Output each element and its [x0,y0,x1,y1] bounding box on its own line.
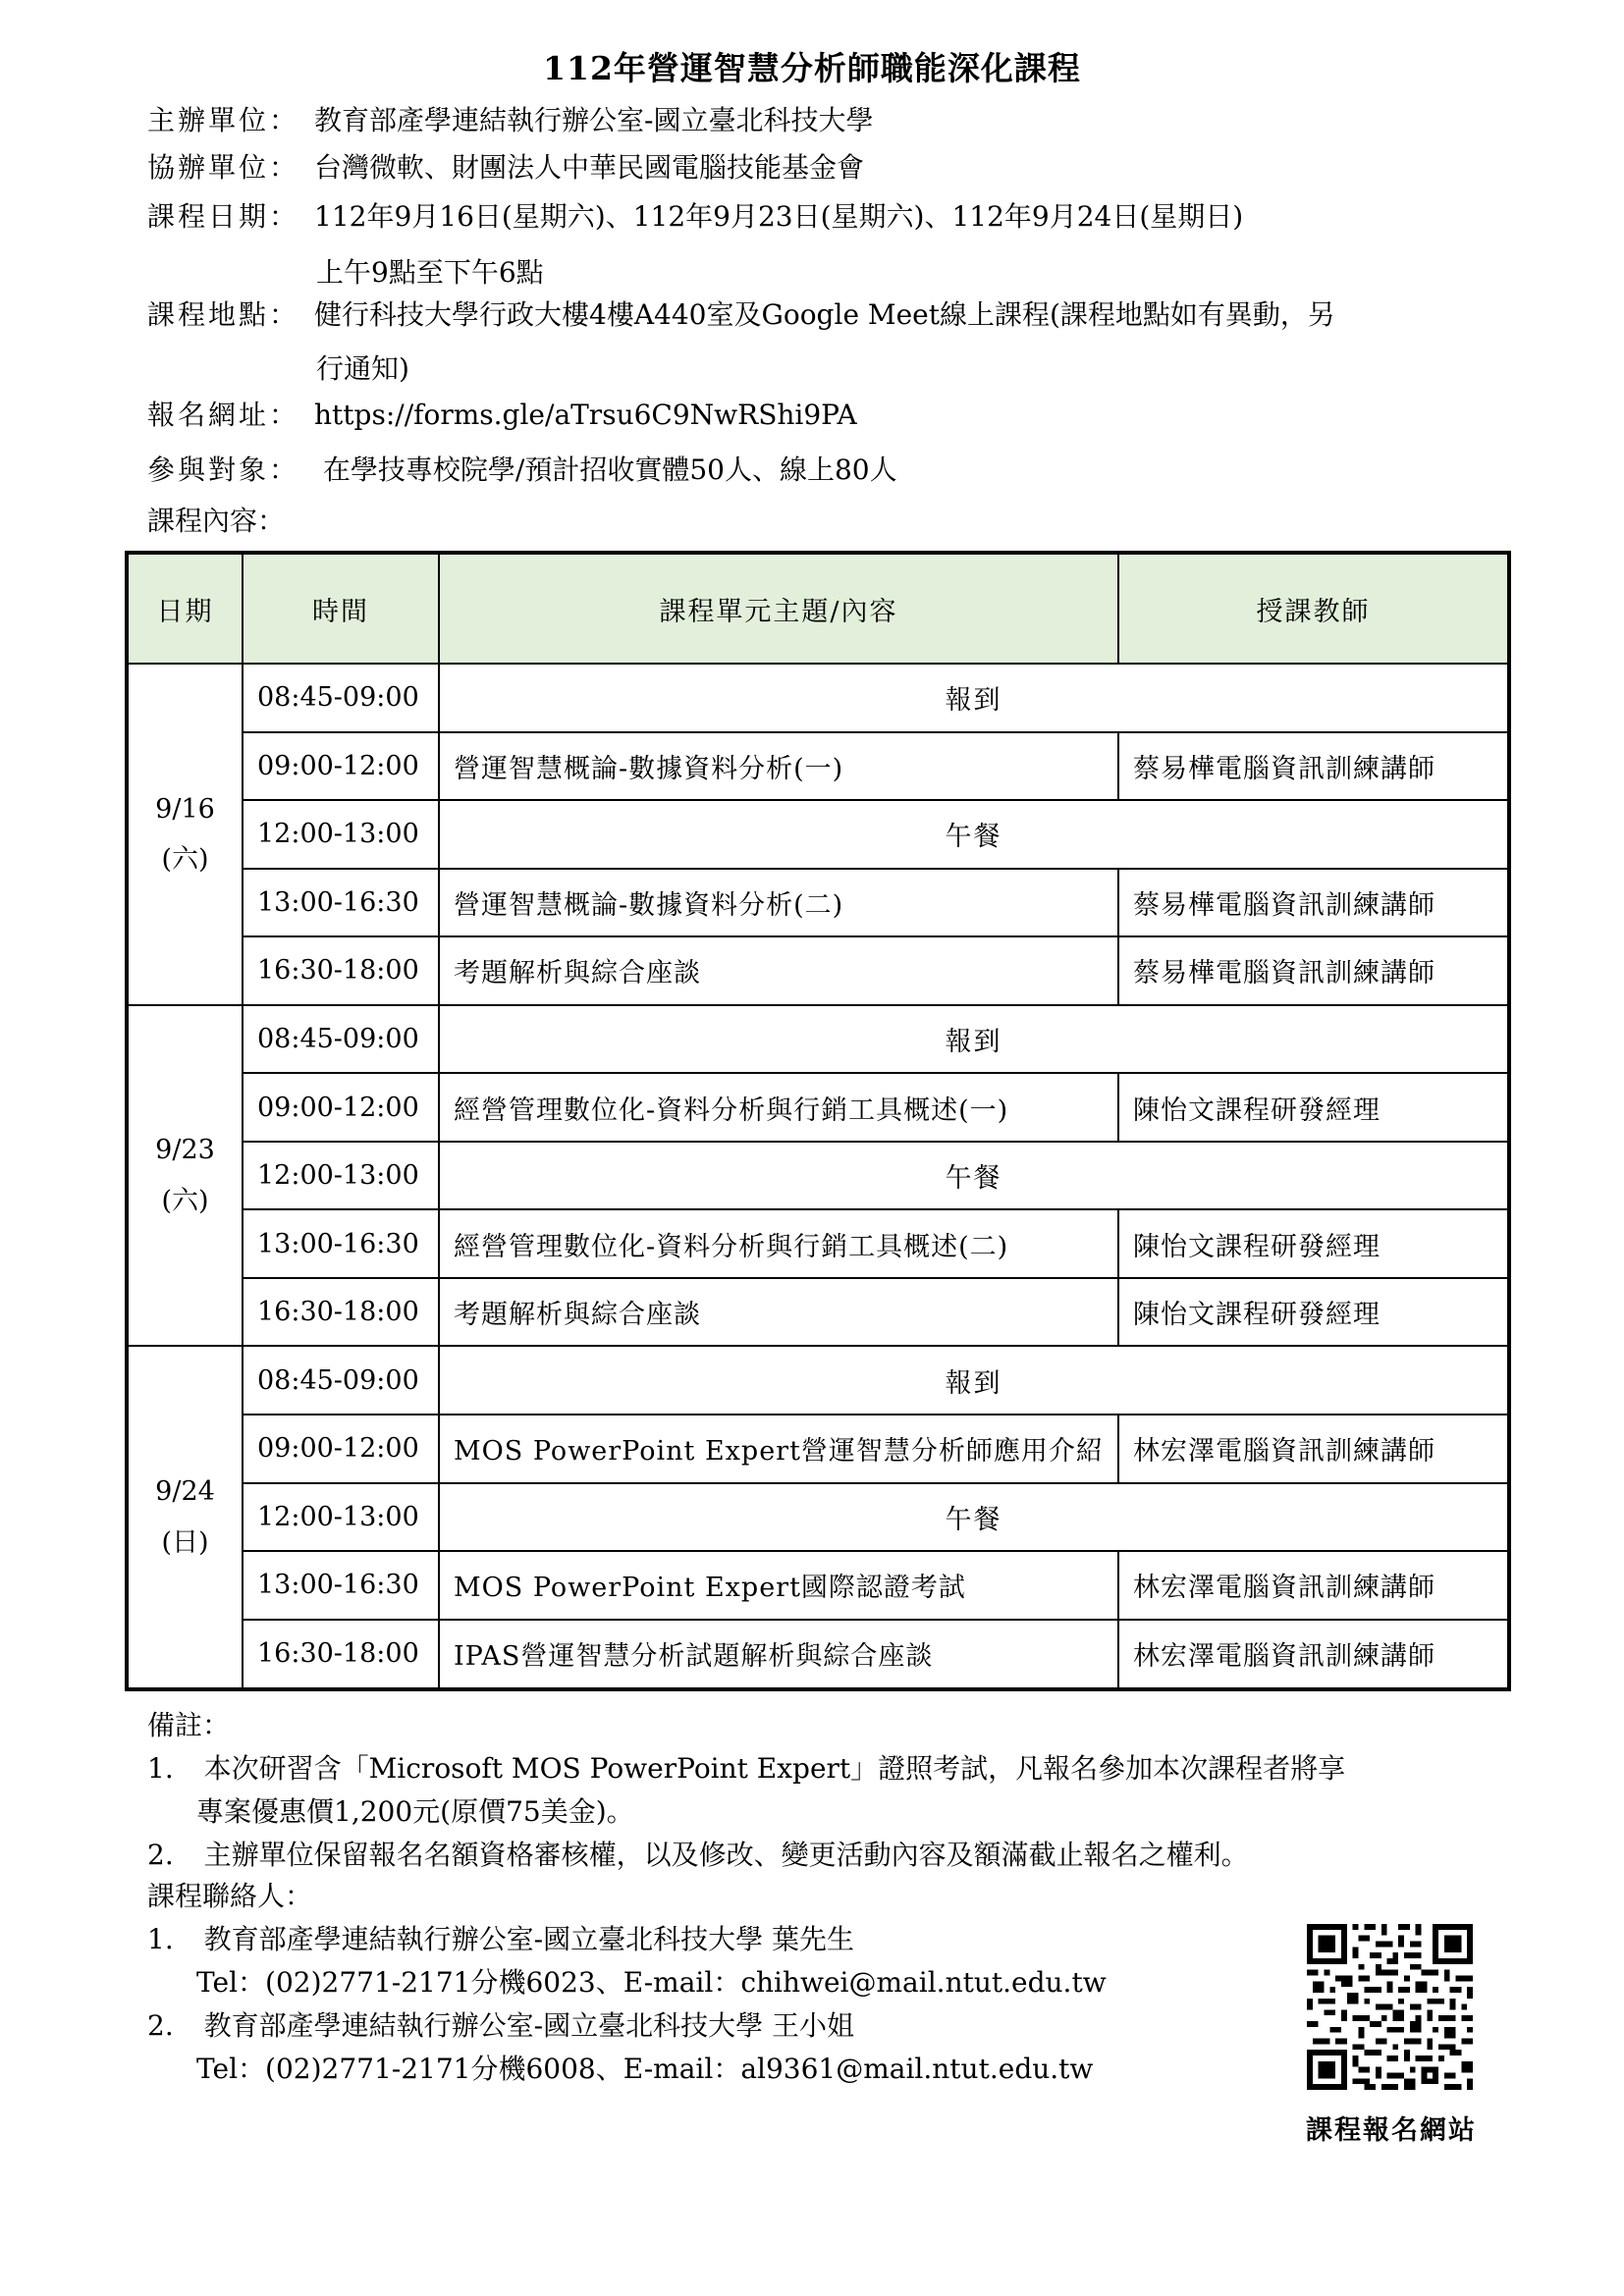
checkin-cell: 報到 [439,664,1509,732]
contact-2-number: 2. [147,2009,174,2042]
organizer-row [147,102,873,139]
checkin-cell: 報到 [439,1005,1509,1074]
time-cell: 08:45-09:00 [243,664,439,732]
table-row [127,800,1509,869]
url-label: 報名網址： [147,399,300,431]
venue-row [147,296,1335,334]
time-cell: 12:00-13:00 [243,1142,439,1210]
venue-label: 課程地點： [147,298,300,331]
table-row [127,1142,1509,1210]
table-row [127,1483,1509,1552]
date-value-line2: 上午9點至下午6點 [316,256,544,289]
topic-cell: 考題解析與綜合座談 [439,1278,1118,1347]
header-date: 日期 [127,553,243,664]
notes-label: 備註： [147,1709,231,1741]
instructor-cell: 林宏澤電腦資訊訓練講師 [1118,1415,1509,1483]
contacts-label: 課程聯絡人： [147,1880,313,1912]
table-row [127,1551,1509,1620]
contact-2-name: 教育部產學連結執行辦公室-國立臺北科技大學 王小姐 [203,2009,854,2042]
audience-value: 在學技專校院學/預計招收實體50人、線上80人 [314,454,897,486]
topic-cell: 經營管理數位化-資料分析與行銷工具概述(一) [439,1073,1118,1142]
note-1-number: 1. [147,1752,174,1785]
instructor-cell: 陳怡文課程研發經理 [1118,1278,1509,1347]
topic-cell: MOS PowerPoint Expert營運智慧分析師應用介紹 [439,1415,1118,1483]
instructor-cell: 蔡易樺電腦資訊訓練講師 [1118,732,1509,801]
qr-code-icon[interactable] [1307,1924,1473,2090]
topic-cell: 經營管理數位化-資料分析與行銷工具概述(二) [439,1209,1118,1278]
time-cell: 16:30-18:00 [243,936,439,1005]
table-row [127,1073,1509,1142]
contact-2-tel: Tel：(02)2771-2171分機6008、E-mail：al9361@mail.ntut.edu.tw [196,2053,1094,2085]
note-1 [147,1749,1345,1788]
table-row [127,1415,1509,1483]
day-weekday: (日) [161,1526,209,1558]
contact-1 [147,1920,854,1958]
time-cell: 08:45-09:00 [243,1346,439,1415]
table-row [127,869,1509,937]
header-topic: 課程單元主題/內容 [439,553,1118,664]
time-cell: 13:00-16:30 [243,1551,439,1620]
time-cell: 16:30-18:00 [243,1278,439,1347]
instructor-cell: 林宏澤電腦資訊訓練講師 [1118,1620,1509,1689]
day-date: 9/24 [155,1476,215,1508]
lunch-cell: 午餐 [439,1483,1509,1552]
instructor-cell: 蔡易樺電腦資訊訓練講師 [1118,869,1509,937]
note-1-line1: 本次研習含「Microsoft MOS PowerPoint Expert」證照考試，凡報名參加本次課程者將享 [203,1752,1346,1785]
contact-2 [147,2006,854,2045]
table-row [127,1278,1509,1347]
time-cell: 13:00-16:30 [243,869,439,937]
header-instructor: 授課教師 [1118,553,1509,664]
audience-label: 參與對象： [147,454,300,486]
date-label: 課程日期： [147,200,300,233]
day-cell [127,1005,243,1347]
time-cell: 16:30-18:00 [243,1620,439,1689]
table-row [127,1346,1509,1415]
day-date: 9/23 [155,1135,215,1166]
organizer-value: 教育部產學連結執行辦公室-國立臺北科技大學 [314,104,874,136]
table-row [127,1209,1509,1278]
instructor-cell: 陳怡文課程研發經理 [1118,1209,1509,1278]
url-row [147,397,857,434]
co-organizer-value: 台灣微軟、財團法人中華民國電腦技能基金會 [314,151,865,184]
day-cell [127,1346,243,1689]
registration-url[interactable]: https://forms.gle/aTrsu6C9NwRShi9PA [314,399,857,431]
time-cell: 13:00-16:30 [243,1209,439,1278]
organizer-label: 主辦單位： [147,104,300,136]
table-row [127,936,1509,1005]
table-row [127,1620,1509,1689]
note-1-line2: 專案優惠價1,200元(原價75美金)。 [196,1795,634,1828]
qr-code-label: 課程報名網站 [1306,2115,1477,2146]
table-row [127,732,1509,801]
note-2-text: 主辦單位保留報名名額資格審核權，以及修改、變更活動內容及額滿截止報名之權利。 [203,1839,1249,1871]
note-2-number: 2. [147,1839,174,1871]
page-title: 112年營運智慧分析師職能深化課程 [543,49,1081,87]
time-cell: 12:00-13:00 [243,1483,439,1552]
venue-value-line2: 行通知) [316,352,409,385]
audience-row [147,452,897,489]
time-cell: 08:45-09:00 [243,1005,439,1074]
venue-value-line1: 健行科技大學行政大樓4樓A440室及Google Meet線上課程(課程地點如有異動，另 [314,298,1335,331]
topic-cell: IPAS營運智慧分析試題解析與綜合座談 [439,1620,1118,1689]
topic-cell: 考題解析與綜合座談 [439,936,1118,1005]
date-value-line1: 112年9月16日(星期六)、112年9月23日(星期六)、112年9月24日(星期日) [314,200,1244,233]
topic-cell: 營運智慧概論-數據資料分析(二) [439,869,1118,937]
table-row [127,664,1509,732]
day-weekday: (六) [161,1185,209,1216]
time-cell: 09:00-12:00 [243,1415,439,1483]
day-cell [127,664,243,1005]
topic-cell: 營運智慧概論-數據資料分析(一) [439,732,1118,801]
instructor-cell: 陳怡文課程研發經理 [1118,1073,1509,1142]
header-time: 時間 [243,553,439,664]
instructor-cell: 林宏澤電腦資訊訓練講師 [1118,1551,1509,1620]
lunch-cell: 午餐 [439,800,1509,869]
co-organizer-row [147,149,864,187]
schedule-table [125,551,1511,1691]
time-cell: 12:00-13:00 [243,800,439,869]
content-label: 課程內容： [147,505,286,537]
day-weekday: (六) [161,843,209,875]
day-date: 9/16 [155,793,215,825]
co-organizer-label: 協辦單位： [147,151,300,184]
contact-1-name: 教育部產學連結執行辦公室-國立臺北科技大學 葉先生 [203,1923,854,1955]
instructor-cell: 蔡易樺電腦資訊訓練講師 [1118,936,1509,1005]
table-row [127,1005,1509,1074]
table-header-row [127,553,1509,664]
checkin-cell: 報到 [439,1346,1509,1415]
time-cell: 09:00-12:00 [243,1073,439,1142]
contact-1-number: 1. [147,1923,174,1955]
note-2 [147,1836,1249,1874]
topic-cell: MOS PowerPoint Expert國際認證考試 [439,1551,1118,1620]
contact-1-tel: Tel：(02)2771-2171分機6023、E-mail：chihwei@mail.ntut.edu.tw [196,1966,1107,1999]
time-cell: 09:00-12:00 [243,732,439,801]
date-row [147,198,1243,236]
lunch-cell: 午餐 [439,1142,1509,1210]
